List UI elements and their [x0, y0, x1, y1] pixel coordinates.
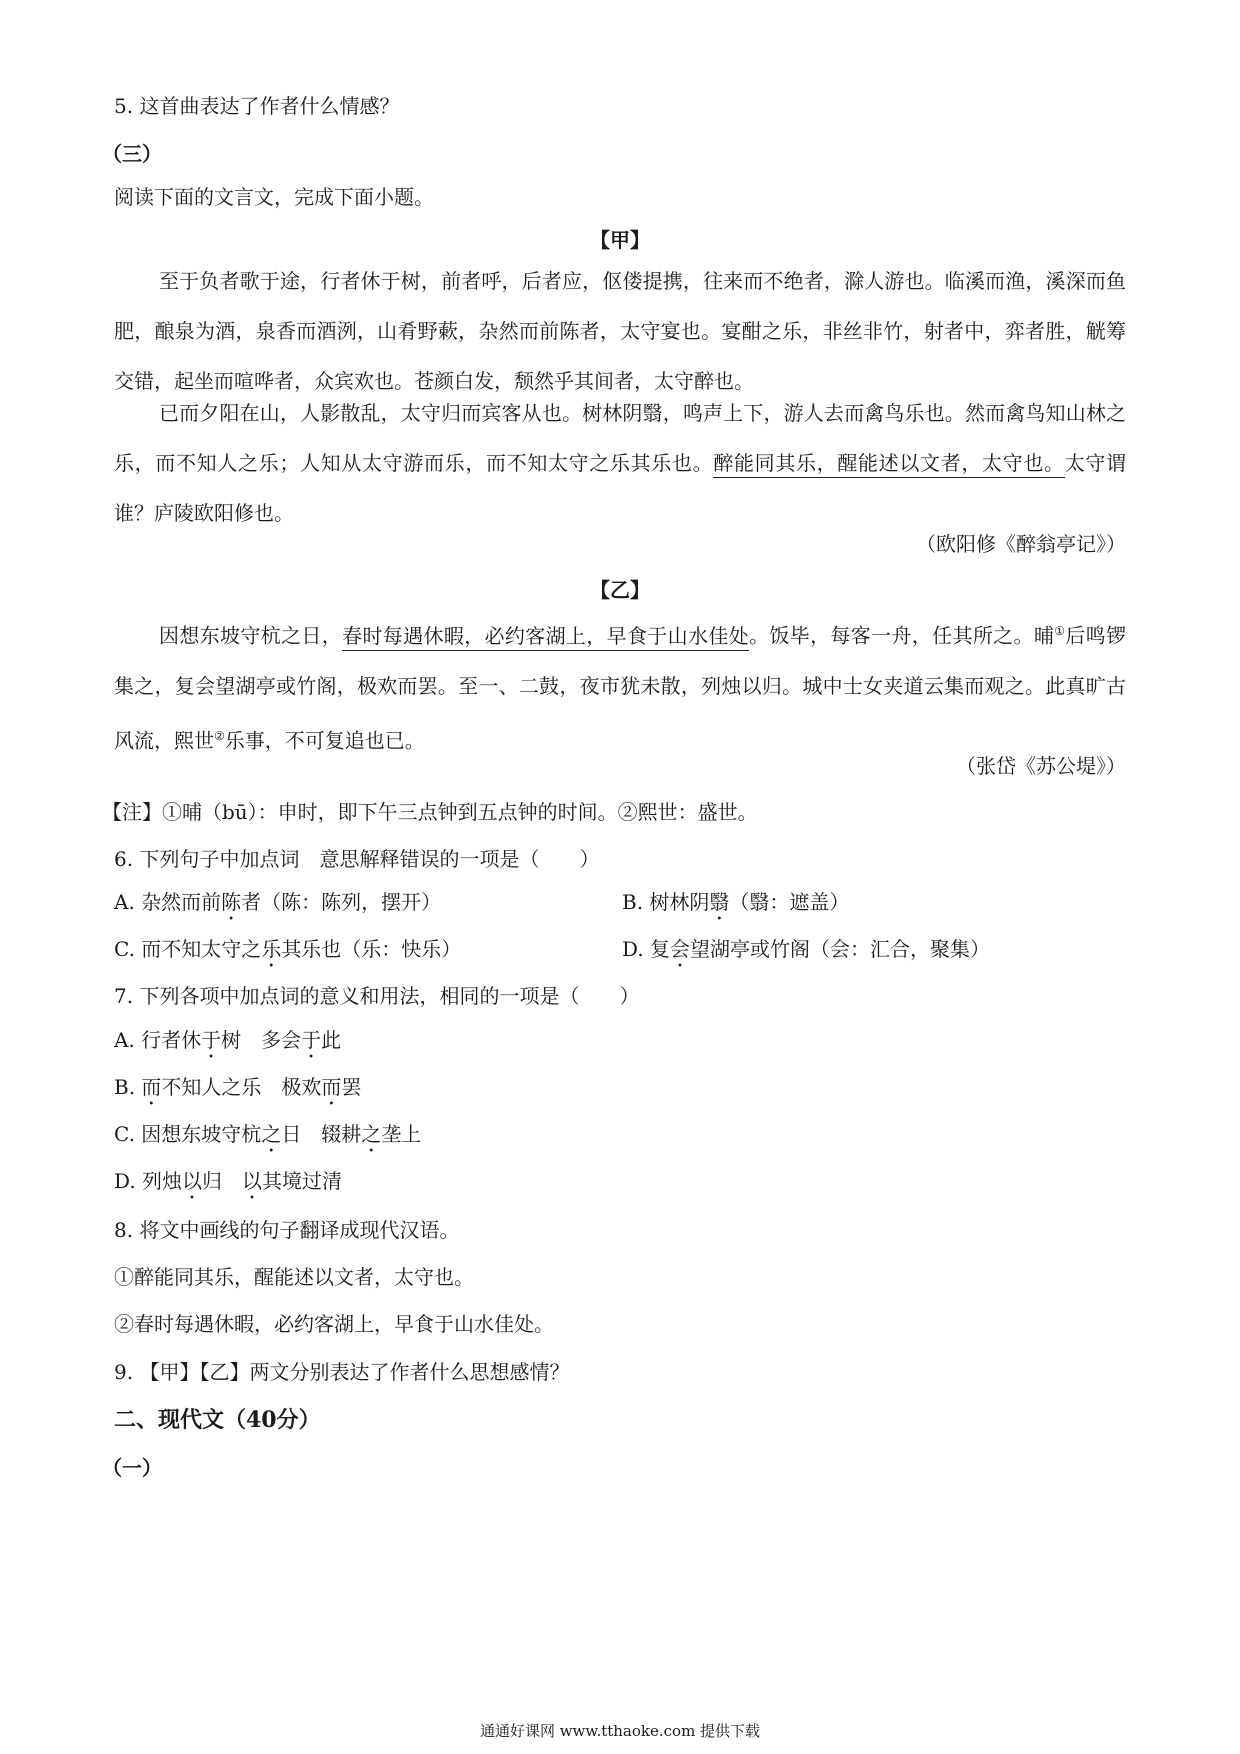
passage-jia-title: 【甲】	[590, 228, 650, 252]
q7-option-b: B. 而不知人之乐 极欢而罢	[114, 1075, 362, 1099]
q6-option-d: D. 复会望湖亭或竹阁（会：汇合，聚集）	[622, 937, 991, 961]
q6-option-a: A. 杂然而前陈者（陈：陈列，摆开）	[114, 890, 442, 914]
yi-text-d: 乐事，不可复追也已。	[224, 728, 425, 753]
passage-yi-title: 【乙】	[590, 578, 650, 602]
question-7: 7. 下列各项中加点词的意义和用法，相同的一项是（ ）	[114, 984, 640, 1008]
q7-option-a: A. 行者休于树 多会于此	[114, 1028, 342, 1052]
question-9: 9. 【甲】【乙】两文分别表达了作者什么思想感情？	[114, 1360, 570, 1384]
yi-text-a: 因想东坡守杭之日，	[159, 623, 343, 648]
part-2-heading: 二、现代文（40分）	[114, 1407, 321, 1433]
q8-sentence-1: ①醉能同其乐，醒能述以文者，太守也。	[114, 1265, 474, 1289]
q7-option-c: C. 因想东坡守杭之日 辍耕之垄上	[114, 1122, 422, 1146]
q8-sentence-2: ②春时每遇休暇，必约客湖上，早食于山水佳处。	[114, 1312, 554, 1336]
passage-yi-paragraph	[114, 606, 1126, 765]
page-footer: 通通好课网 www.tthaoke.com 提供下载	[479, 1722, 761, 1740]
jia-underlined-sentence: 醉能同其乐，醒能述以文者，太守也。	[713, 451, 1064, 478]
reading-instruction: 阅读下面的文言文，完成下面小题。	[114, 185, 434, 209]
q7-option-d: D. 列烛以归 以其境过清	[114, 1169, 343, 1193]
yi-underlined-sentence: 春时每遇休暇，必约客湖上，早食于山水佳处	[342, 624, 749, 651]
question-5: 5. 这首曲表达了作者什么情感？	[114, 94, 400, 118]
question-8: 8. 将文中画线的句子翻译成现代汉语。	[114, 1218, 460, 1242]
q6-option-c: C. 而不知太守之乐其乐也（乐：快乐）	[114, 937, 462, 961]
q6-option-b: B. 树林阴翳（翳：遮盖）	[622, 890, 850, 914]
jia-p2-text-b: 太守谓谁？庐陵欧阳修也。	[114, 451, 1127, 525]
yi-text-b: 。饭毕，每客一舟，任其所之。晡	[749, 623, 1055, 648]
question-6: 6. 下列句子中加点词 意思解释错误的一项是（ ）	[114, 847, 600, 871]
part-2-subsection: （一）	[102, 1456, 162, 1480]
annotation-notes: 【注】①晡（bū）：申时，即下午三点钟到五点钟的时间。②熙世：盛世。	[102, 800, 758, 824]
yi-text-c: 后鸣锣集之，复会望湖亭或竹阁，极欢而罢。至一、二鼓，夜市犹未散，列烛以归。城中士女夹道云集而观之。此真旷古风流，熙世	[114, 623, 1127, 753]
footnote-marker-1: ①	[1054, 624, 1066, 638]
footnote-marker-2: ②	[214, 728, 225, 743]
passage-jia-paragraph-1: 至于负者歌于途，行者休于树，前者呼，后者应，伛偻提携，往来而不绝者，滁人游也。临溪而渔，溪深而鱼肥，酿泉为酒，泉香而酒洌，山肴野蔌，杂然而前陈者，太守宴也。宴酣之乐，非丝非竹，射者中，弈者胜，觥筹交错，起坐而喧哗者，众宾欢也。苍颜白发，颓然乎其间者，太守醉也。	[114, 269, 1126, 393]
passage-jia-source: （欧阳修《醉翁亭记》）	[916, 532, 1126, 556]
jia-p2-text-a: 已而夕阳在山，人影散乱，太守归而宾客从也。树林阴翳，鸣声上下，游人去而禽鸟乐也。然而禽鸟知山林之乐，而不知人之乐；人知从太守游而乐，而不知太守之乐其乐也。	[114, 401, 1126, 475]
passage-yi-source: （张岱《苏公堤》）	[956, 754, 1126, 778]
section-3-heading: （三）	[102, 142, 162, 166]
passage-jia-paragraph-2	[114, 388, 1126, 538]
